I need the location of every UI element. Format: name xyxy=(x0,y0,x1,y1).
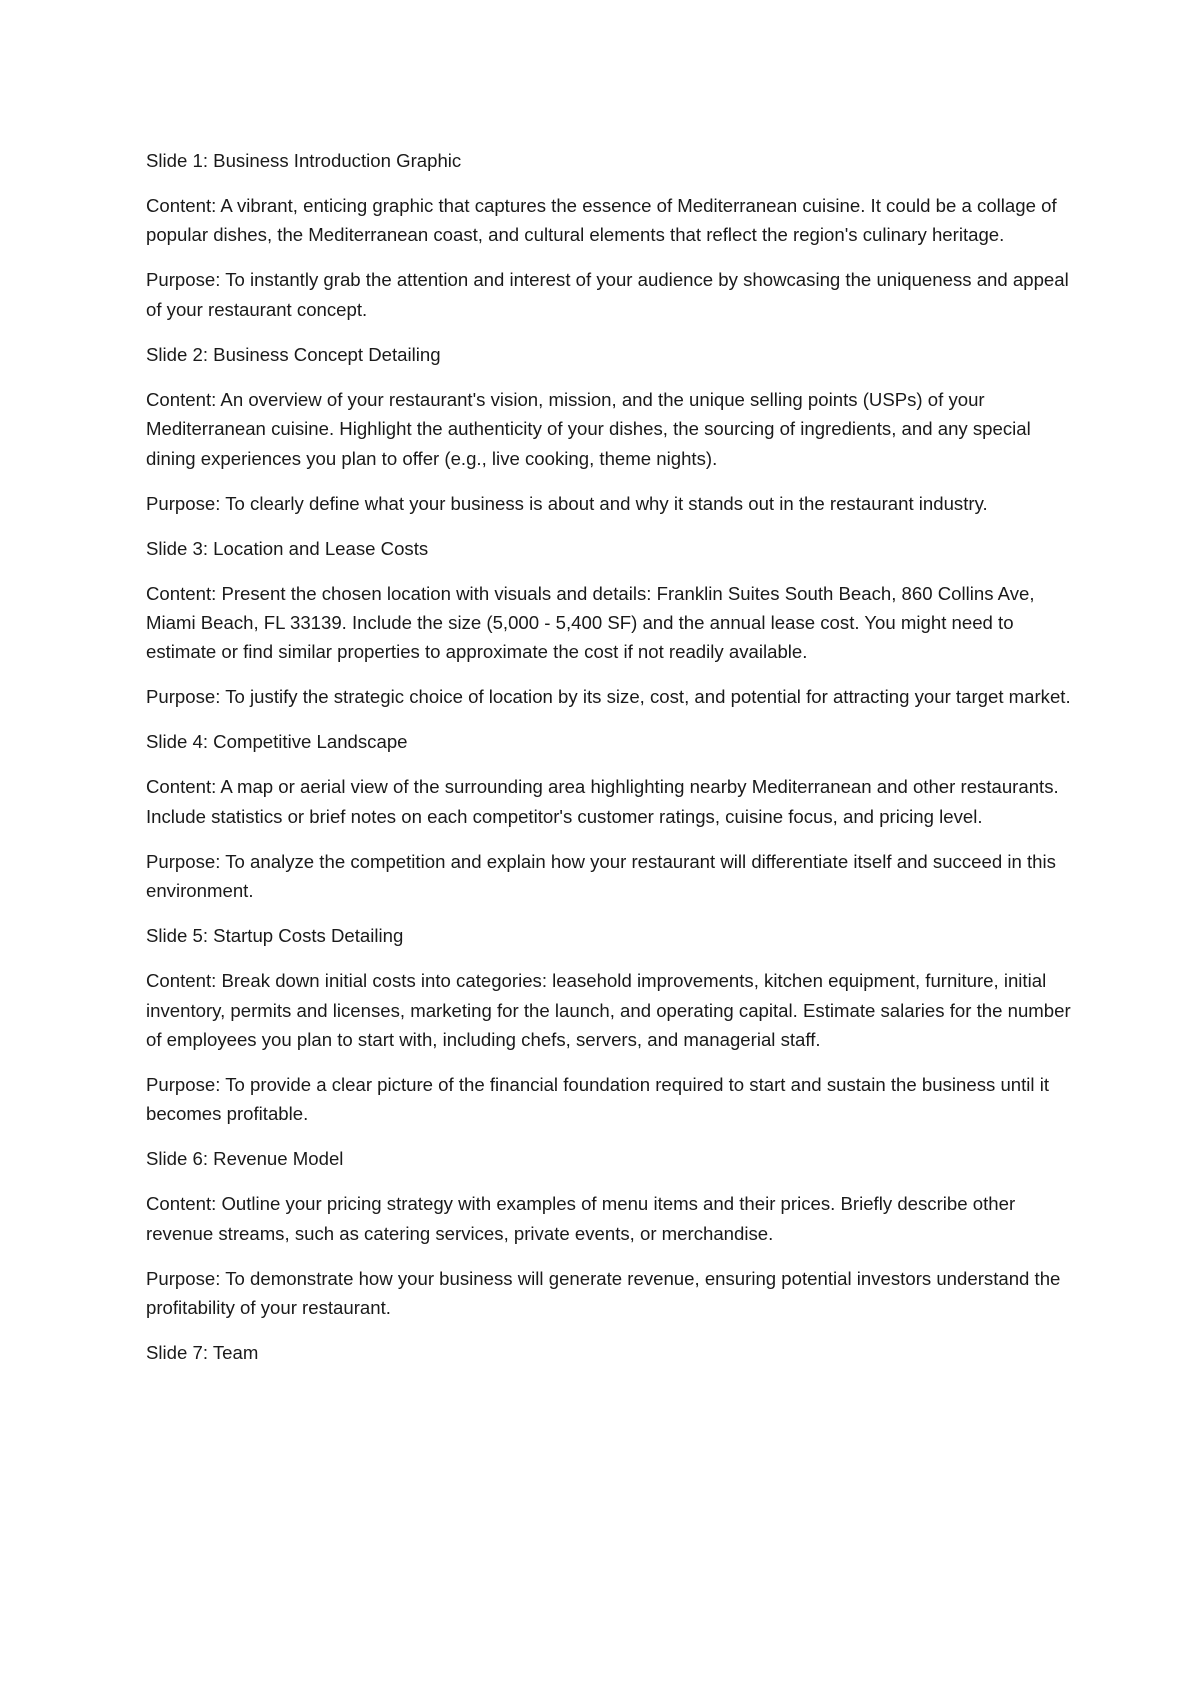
slide-1-heading: Slide 1: Business Introduction Graphic xyxy=(146,150,462,171)
slide-3-heading: Slide 3: Location and Lease Costs xyxy=(146,537,429,559)
slide-5-heading: Slide 5: Startup Costs Detailing xyxy=(146,925,404,947)
slide-1-purpose: Purpose: To instantly grab the attention and interest of your audience by showcasing the uniqueness and appeal of your restaurant concept. xyxy=(146,269,1069,320)
slide-3-purpose: Purpose: To justify the strategic choice of location by its size, cost, and potential for attracting your target market. xyxy=(146,686,1071,708)
slide-4-heading: Slide 4: Competitive Landscape xyxy=(146,731,408,753)
slide-2-content: Content: An overview of your restaurant's vision, mission, and the unique selling points (USPs) of your Mediterranean cuisine. Highlight the authenticity of your dishes, the sourcing of ingredients, and any special dining experiences you plan to offer (e.g., live cooking, theme nights). xyxy=(146,388,1031,469)
document-body xyxy=(146,146,1076,1383)
slide-4-content: Content: A map or aerial view of the surrounding area highlighting nearby Mediterranean and other restaurants. Include statistics or brief notes on each competitor's customer ratings, cuisine focus, and pricing level. xyxy=(146,776,1059,827)
slide-5-content: Content: Break down initial costs into categories: leasehold improvements, kitchen equipment, furniture, initial inventory, permits and licenses, marketing for the launch, and operating capital. Estimate salaries for the number of employees you plan to start with, including chefs, servers, and managerial staff. xyxy=(146,970,1071,1051)
slide-6-purpose: Purpose: To demonstrate how your business will generate revenue, ensuring potential investors understand the profitability of your restaurant. xyxy=(146,1267,1061,1319)
slide-2-heading: Slide 2: Business Concept Detailing xyxy=(146,343,441,365)
slide-3-content: Content: Present the chosen location with visuals and details: Franklin Suites South Beach, 860 Collins Ave, Miami Beach, FL 33139. Include the size (5,000 - 5,400 SF) and the annual lease cost. You might need to estimate or find similar properties to approximate the cost if not readily available. xyxy=(146,582,1035,663)
slide-1-content: Content: A vibrant, enticing graphic that captures the essence of Mediterranean cuisine. It could be a collage of popular dishes, the Mediterranean coast, and cultural elements that reflect the region's culinary heritage. xyxy=(146,195,1057,246)
slide-6-content: Content: Outline your pricing strategy with examples of menu items and their prices. Briefly describe other revenue streams, such as catering services, private events, or merchandise. xyxy=(146,1193,1016,1244)
slide-2-purpose: Purpose: To clearly define what your business is about and why it stands out in the restaurant industry. xyxy=(146,492,988,514)
slide-4-purpose: Purpose: To analyze the competition and explain how your restaurant will differentiate itself and succeed in this environment. xyxy=(146,850,1056,902)
slide-5-purpose: Purpose: To provide a clear picture of the financial foundation required to start and sustain the business until it becomes profitable. xyxy=(146,1074,1050,1125)
slide-7-heading: Slide 7: Team xyxy=(146,1342,259,1364)
slide-6-heading: Slide 6: Revenue Model xyxy=(146,1148,344,1170)
